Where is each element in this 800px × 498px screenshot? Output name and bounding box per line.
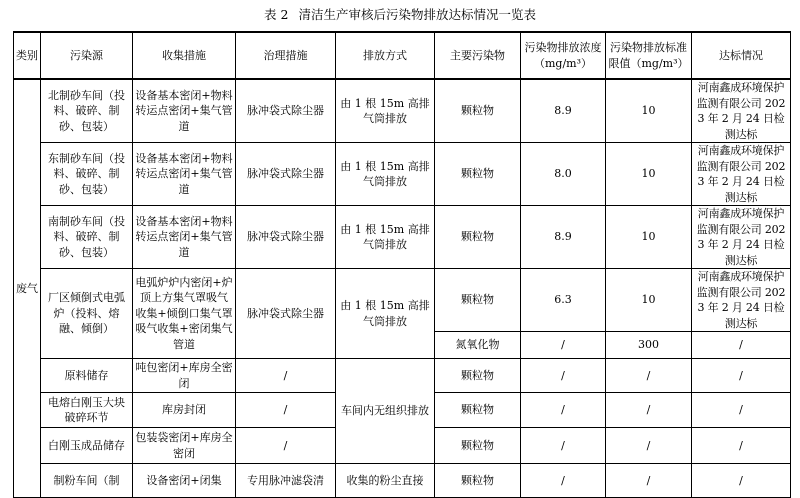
discharge-cell: 由 1 根 15m 高排气筒排放 xyxy=(336,79,435,143)
table-row xyxy=(14,464,791,498)
header-source: 污染源 xyxy=(41,32,133,79)
treatment-cell: 脉冲袋式除尘器 xyxy=(236,79,336,143)
source-cell: 电熔白刚玉大块破碎环节 xyxy=(41,393,133,428)
treatment-cell: 脉冲袋式除尘器 xyxy=(236,269,336,359)
status-cell: 河南鑫成环境保护监测有限公司 2023 年 2 月 24 日检测达标 xyxy=(692,79,791,143)
pollutant-cell: 颗粒物 xyxy=(435,359,521,393)
discharge-cell: 由 1 根 15m 高排气筒排放 xyxy=(336,269,435,359)
discharge-cell: 收集的粉尘直接 xyxy=(336,464,435,498)
collection-cell: 库房封闭 xyxy=(133,393,236,428)
discharge-cell: 由 1 根 15m 高排气筒排放 xyxy=(336,206,435,269)
table-number: 表 2 xyxy=(264,7,289,22)
limit-cell: 10 xyxy=(606,269,692,332)
treatment-cell: 专用脉冲滤袋清 xyxy=(236,464,336,498)
limit-cell: 10 xyxy=(606,206,692,269)
header-row xyxy=(14,32,791,79)
header-category: 类别 xyxy=(14,32,41,79)
concentration-cell: / xyxy=(521,428,606,464)
treatment-cell: / xyxy=(236,393,336,428)
status-cell: / xyxy=(692,428,791,464)
source-cell: 厂区倾倒式电弧炉（投料、熔融、倾倒） xyxy=(41,269,133,359)
treatment-cell: / xyxy=(236,428,336,464)
source-cell: 原料储存 xyxy=(41,359,133,393)
collection-cell: 包装袋密闭+库房全密闭 xyxy=(133,428,236,464)
treatment-cell: 脉冲袋式除尘器 xyxy=(236,143,336,206)
status-cell: / xyxy=(692,393,791,428)
header-limit: 污染物排放标准限值（mg/m³） xyxy=(606,32,692,79)
limit-cell: / xyxy=(606,359,692,393)
source-cell: 北制砂车间（投料、破碎、制砂、包装） xyxy=(41,79,133,143)
concentration-cell: / xyxy=(521,332,606,359)
header-status: 达标情况 xyxy=(692,32,791,79)
table-row xyxy=(14,269,791,332)
collection-cell: 吨包密闭+库房全密闭 xyxy=(133,359,236,393)
treatment-cell: / xyxy=(236,359,336,393)
concentration-cell: / xyxy=(521,393,606,428)
concentration-cell: 8.9 xyxy=(521,206,606,269)
source-cell: 制粉车间（制 xyxy=(41,464,133,498)
source-cell: 南制砂车间（投料、破碎、制砂、包装） xyxy=(41,206,133,269)
concentration-cell: 8.9 xyxy=(521,79,606,143)
category-cell: 废气 xyxy=(14,79,41,498)
collection-cell: 设备基本密闭+物料转运点密闭+集气管道 xyxy=(133,206,236,269)
limit-cell: 10 xyxy=(606,143,692,206)
collection-cell: 设备基本密闭+物料转运点密闭+集气管道 xyxy=(133,143,236,206)
concentration-cell: 6.3 xyxy=(521,269,606,332)
header-concentration: 污染物排放浓度（mg/m³） xyxy=(521,32,606,79)
shared-discharge-cell: 车间内无组织排放 xyxy=(336,359,435,464)
discharge-cell: 由 1 根 15m 高排气筒排放 xyxy=(336,143,435,206)
table-title: 清洁生产审核后污染物排放达标情况一览表 xyxy=(298,7,536,22)
table-row xyxy=(14,206,791,269)
collection-cell: 电弧炉炉内密闭+炉顶上方集气罩吸气收集+倾倒口集气罩吸气收集+密闭集气管道 xyxy=(133,269,236,359)
table-caption xyxy=(0,0,800,30)
status-cell: 河南鑫成环境保护监测有限公司 2023 年 2 月 24 日检测达标 xyxy=(692,206,791,269)
pollutant-cell: 颗粒物 xyxy=(435,393,521,428)
pollutant-cell: 氮氧化物 xyxy=(435,332,521,359)
table-row xyxy=(14,143,791,206)
collection-cell: 设备密闭+闭集 xyxy=(133,464,236,498)
source-cell: 东制砂车间（投料、破碎、制砂、包装） xyxy=(41,143,133,206)
concentration-cell: 8.0 xyxy=(521,143,606,206)
status-cell: / xyxy=(692,464,791,498)
pollutant-cell: 颗粒物 xyxy=(435,464,521,498)
limit-cell: / xyxy=(606,464,692,498)
treatment-cell: 脉冲袋式除尘器 xyxy=(236,206,336,269)
status-cell: / xyxy=(692,332,791,359)
pollutant-cell: 颗粒物 xyxy=(435,206,521,269)
limit-cell: 10 xyxy=(606,79,692,143)
header-pollutant: 主要污染物 xyxy=(435,32,521,79)
limit-cell: / xyxy=(606,393,692,428)
collection-cell: 设备基本密闭+物料转运点密闭+集气管道 xyxy=(133,79,236,143)
table-row xyxy=(14,79,791,143)
table-row xyxy=(14,359,791,393)
header-discharge: 排放方式 xyxy=(336,32,435,79)
source-cell: 白刚玉成品储存 xyxy=(41,428,133,464)
status-cell: 河南鑫成环境保护监测有限公司 2023 年 2 月 24 日检测达标 xyxy=(692,143,791,206)
pollutant-cell: 颗粒物 xyxy=(435,269,521,332)
limit-cell: 300 xyxy=(606,332,692,359)
pollutant-cell: 颗粒物 xyxy=(435,428,521,464)
limit-cell: / xyxy=(606,428,692,464)
header-treatment: 治理措施 xyxy=(236,32,336,79)
pollutant-table xyxy=(13,31,791,498)
pollutant-cell: 颗粒物 xyxy=(435,143,521,206)
status-cell: / xyxy=(692,359,791,393)
concentration-cell: / xyxy=(521,464,606,498)
status-cell: 河南鑫成环境保护监测有限公司 2023 年 2 月 24 日检测达标 xyxy=(692,269,791,332)
pollutant-cell: 颗粒物 xyxy=(435,79,521,143)
concentration-cell: / xyxy=(521,359,606,393)
header-collection: 收集措施 xyxy=(133,32,236,79)
